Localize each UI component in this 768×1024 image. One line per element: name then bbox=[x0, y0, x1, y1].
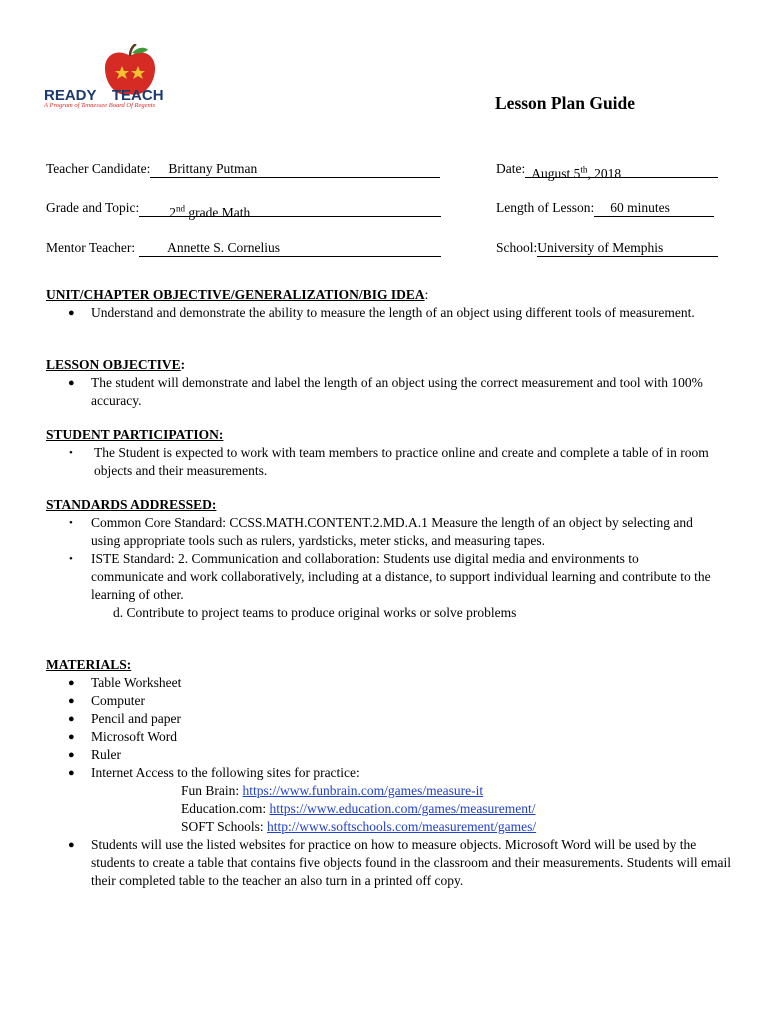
list-item: • Common Core Standard: CCSS.MATH.CONTENT.2.MD.A.1 Measure the length of an object by selecting and using appropriate tools such as rulers, yardsticks, meter sticks, and measuring tapes. bbox=[69, 515, 693, 548]
education-com-link[interactable]: https://www.education.com/games/measurement/ bbox=[269, 801, 536, 816]
mentor-teacher-value: Annette S. Cornelius bbox=[167, 240, 281, 255]
list-item: ● Pencil and paper bbox=[68, 711, 181, 726]
standards-section bbox=[46, 496, 726, 622]
materials-heading: MATERIALS: bbox=[46, 657, 132, 672]
list-item: • ISTE Standard: 2. Communication and collaboration: Students use digital media and environments to communicate and work collaboratively, including at a distance, to support individual learning and contribute to the learning of other. bbox=[69, 551, 711, 602]
length-of-lesson-label: Length of Lesson: bbox=[496, 200, 595, 215]
logo-tagline: A Program of Tennessee Board Of Regents bbox=[44, 102, 156, 109]
lesson-objective-section: LESSON OBJECTIVE: ● The student will demonstrate and label the length of an object using the correct measurement and tool with 100% accuracy. bbox=[46, 356, 726, 410]
list-item: ● Microsoft Word bbox=[68, 729, 178, 744]
teacher-candidate-field bbox=[46, 160, 440, 178]
school-label: School: bbox=[496, 240, 538, 255]
grade-topic-label: Grade and Topic: bbox=[46, 200, 140, 215]
logo-ready-text: READY bbox=[44, 87, 97, 104]
teacher-candidate-label: Teacher Candidate: bbox=[46, 161, 151, 176]
standards-subitem: d. Contribute to project teams to produce original works or solve problems bbox=[113, 605, 517, 620]
list-item: ● Ruler bbox=[68, 747, 121, 762]
site-education-com: Education.com: https://www.education.com/games/measurement/ bbox=[181, 801, 536, 816]
length-of-lesson-value: 60 minutes bbox=[610, 200, 670, 215]
list-item: ● Internet Access to the following sites for practice: bbox=[68, 765, 360, 780]
standards-heading: STANDARDS ADDRESSED: bbox=[46, 497, 217, 512]
student-participation-section bbox=[46, 426, 726, 480]
soft-schools-link[interactable]: http://www.softschools.com/measurement/games/ bbox=[267, 819, 537, 834]
list-item: ● Students will use the listed websites for practice on how to measure objects. Microsoft Word will be used by the students to create a table that contains five objects found in the classroom and their measurements. Students will email their completed table to the teacher an also turn in a printed off copy. bbox=[68, 837, 731, 888]
site-soft-schools: SOFT Schools: http://www.softschools.com/measurement/games/ bbox=[181, 819, 537, 834]
mentor-teacher-label: Mentor Teacher: bbox=[46, 240, 136, 255]
list-item: ● The student will demonstrate and label the length of an object using the correct measurement and tool with 100% accuracy. bbox=[68, 375, 703, 408]
school-field bbox=[496, 239, 718, 257]
mentor-teacher-field bbox=[46, 239, 441, 257]
page-title: Lesson Plan Guide bbox=[495, 93, 636, 113]
unit-objective-heading: UNIT/CHAPTER OBJECTIVE/GENERALIZATION/BIG IDEA bbox=[46, 287, 425, 302]
list-item: • The Student is expected to work with team members to practice online and create and complete a table of in room objects and their measurements. bbox=[69, 445, 709, 478]
date-value: August 5th, 2018 bbox=[531, 164, 622, 181]
logo-two-text: 2 bbox=[97, 81, 111, 108]
list-item: ● Computer bbox=[68, 693, 145, 708]
teacher-candidate-value: Brittany Putman bbox=[168, 161, 258, 176]
list-item: ● Understand and demonstrate the ability to measure the length of an object using different tools of measurement. bbox=[68, 305, 695, 320]
unit-objective-section: UNIT/CHAPTER OBJECTIVE/GENERALIZATION/BIG IDEA: ● Understand and demonstrate the ability to measure the length of an object using different tools of measurement. bbox=[46, 286, 726, 322]
student-participation-heading: STUDENT PARTICIPATION: bbox=[46, 427, 224, 442]
grade-topic-value: 2nd grade Math bbox=[169, 203, 251, 220]
fun-brain-link[interactable]: https://www.funbrain.com/games/measure-it bbox=[242, 783, 484, 798]
grade-topic-field bbox=[46, 199, 441, 220]
lesson-objective-heading: LESSON OBJECTIVE bbox=[46, 357, 181, 372]
site-fun-brain: Fun Brain: https://www.funbrain.com/games/measure-it bbox=[181, 783, 484, 798]
school-value: University of Memphis bbox=[537, 240, 664, 255]
logo-teach-text: TEACH bbox=[111, 87, 164, 104]
date-label: Date: bbox=[496, 161, 526, 176]
length-of-lesson-field bbox=[496, 199, 714, 217]
materials-section bbox=[46, 656, 731, 890]
ready2teach-logo bbox=[44, 44, 194, 116]
list-item: ● Table Worksheet bbox=[68, 675, 182, 690]
date-field bbox=[496, 160, 718, 181]
